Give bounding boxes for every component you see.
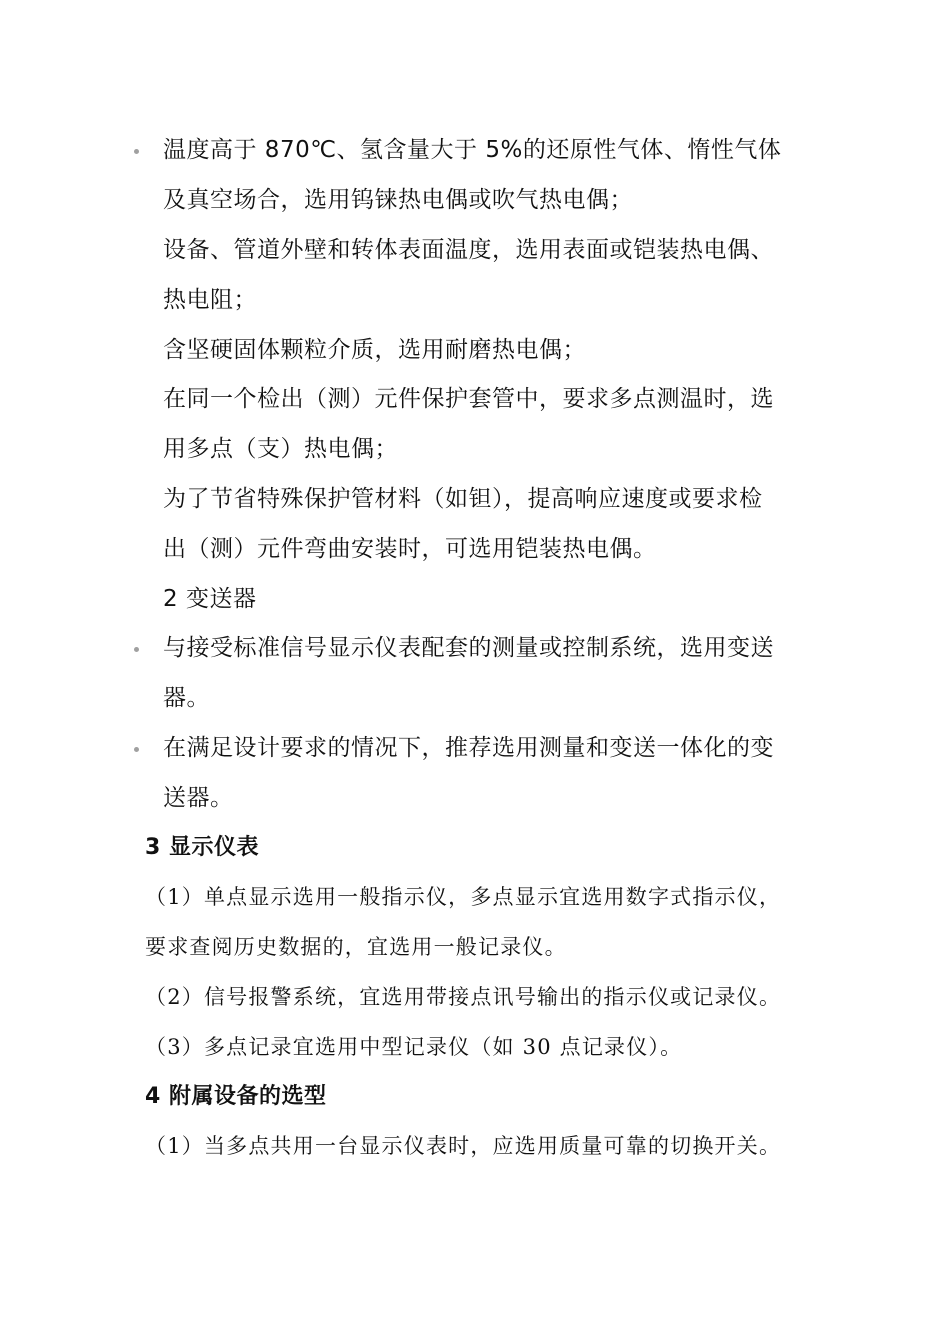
text-line: （1）单点显示选用一般指示仪，多点显示宜选用数字式指示仪，	[145, 885, 782, 909]
text-line: （3）多点记录宜选用中型记录仪（如 30 点记录仪）。	[145, 1035, 683, 1059]
text-line: 与接受标准信号显示仪表配套的测量或控制系统，选用变送	[163, 635, 774, 661]
section-heading: 3 显示仪表	[145, 835, 259, 860]
bullet-marker	[134, 747, 139, 752]
text-line: 含坚硬固体颗粒介质，选用耐磨热电偶；	[163, 337, 586, 363]
text-line: 为了节省特殊保护管材料（如钽），提高响应速度或要求检	[163, 486, 763, 512]
bullet-marker	[134, 647, 139, 652]
text-line: 器。	[163, 685, 210, 711]
bullet-marker	[134, 149, 139, 154]
text-line: 在满足设计要求的情况下，推荐选用测量和变送一体化的变	[163, 735, 774, 761]
text-line: （1）当多点共用一台显示仪表时，应选用质量可靠的切换开关。	[145, 1134, 782, 1158]
section-heading: 2 变送器	[163, 586, 257, 612]
text-line: 要求查阅历史数据的，宜选用一般记录仪。	[145, 935, 567, 959]
text-line: 在同一个检出（测）元件保护套管中，要求多点测温时，选	[163, 386, 774, 412]
text-line: 送器。	[163, 785, 234, 811]
section-heading: 4 附属设备的选型	[145, 1084, 327, 1109]
text-line: （2）信号报警系统，宜选用带接点讯号输出的指示仪或记录仪。	[145, 985, 782, 1009]
text-line: 热电阻；	[163, 287, 257, 313]
text-line: 用多点（支）热电偶；	[163, 436, 398, 462]
text-line: 出（测）元件弯曲安装时，可选用铠装热电偶。	[163, 536, 657, 562]
text-line: 温度高于 870℃、氢含量大于 5%的还原性气体、惰性气体	[163, 137, 782, 163]
text-line: 设备、管道外壁和转体表面温度，选用表面或铠装热电偶、	[163, 237, 774, 263]
text-line: 及真空场合，选用钨铼热电偶或吹气热电偶；	[163, 187, 633, 213]
